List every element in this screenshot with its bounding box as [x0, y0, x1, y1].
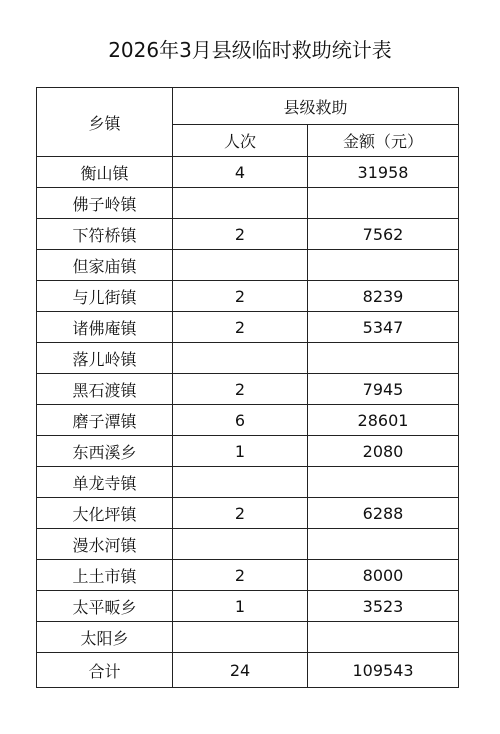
- cell-amount: 3523: [308, 591, 459, 622]
- cell-town: 但家庙镇: [37, 250, 173, 281]
- cell-amount: [308, 529, 459, 560]
- cell-count: 2: [173, 219, 308, 250]
- cell-town: 佛子岭镇: [37, 188, 173, 219]
- table-row: [37, 312, 459, 343]
- cell-count: 2: [173, 498, 308, 529]
- cell-count: 1: [173, 436, 308, 467]
- cell-count: 2: [173, 560, 308, 591]
- document-title: 2026年3月县级临时救助统计表: [108, 38, 392, 62]
- cell-count: 2: [173, 281, 308, 312]
- table-row: [37, 219, 459, 250]
- table-row: [37, 529, 459, 560]
- total-count: 24: [173, 653, 308, 688]
- table-row: [37, 436, 459, 467]
- cell-town: 东西溪乡: [37, 436, 173, 467]
- cell-town: 落儿岭镇: [37, 343, 173, 374]
- cell-town: 单龙寺镇: [37, 467, 173, 498]
- cell-count: 6: [173, 405, 308, 436]
- table-row: [37, 498, 459, 529]
- cell-count: [173, 250, 308, 281]
- table-row: [37, 560, 459, 591]
- cell-amount: 7562: [308, 219, 459, 250]
- cell-count: 2: [173, 312, 308, 343]
- cell-town: 太阳乡: [37, 622, 173, 653]
- cell-town: 诸佛庵镇: [37, 312, 173, 343]
- cell-count: 2: [173, 374, 308, 405]
- cell-town: 下符桥镇: [37, 219, 173, 250]
- cell-town: 磨子潭镇: [37, 405, 173, 436]
- cell-amount: [308, 467, 459, 498]
- cell-amount: [308, 188, 459, 219]
- cell-town: 衡山镇: [37, 157, 173, 188]
- cell-amount: 6288: [308, 498, 459, 529]
- total-amount: 109543: [308, 653, 459, 688]
- cell-town: 黑石渡镇: [37, 374, 173, 405]
- cell-town: 与儿街镇: [37, 281, 173, 312]
- cell-amount: 31958: [308, 157, 459, 188]
- table-row: [37, 467, 459, 498]
- cell-town: 上土市镇: [37, 560, 173, 591]
- total-label: 合计: [37, 653, 173, 688]
- cell-town: 太平畈乡: [37, 591, 173, 622]
- table-row: [37, 157, 459, 188]
- table-row: [37, 622, 459, 653]
- header-count: 人次: [173, 125, 308, 157]
- table-body: [37, 157, 459, 653]
- table-row: [37, 591, 459, 622]
- cell-count: [173, 343, 308, 374]
- cell-count: [173, 529, 308, 560]
- cell-amount: [308, 622, 459, 653]
- table-row: [37, 250, 459, 281]
- table-row: [37, 405, 459, 436]
- table-row: [37, 188, 459, 219]
- cell-count: [173, 188, 308, 219]
- table-row: [37, 343, 459, 374]
- cell-count: [173, 622, 308, 653]
- cell-count: 4: [173, 157, 308, 188]
- cell-count: [173, 467, 308, 498]
- cell-town: 漫水河镇: [37, 529, 173, 560]
- relief-statistics-table: [36, 87, 459, 688]
- cell-amount: [308, 250, 459, 281]
- cell-amount: 8239: [308, 281, 459, 312]
- header-amount: 金额（元）: [308, 125, 459, 157]
- total-row: [37, 653, 459, 688]
- cell-amount: 8000: [308, 560, 459, 591]
- cell-amount: 7945: [308, 374, 459, 405]
- table-row: [37, 281, 459, 312]
- header-county-relief: 县级救助: [173, 88, 459, 125]
- cell-amount: 2080: [308, 436, 459, 467]
- table-row: [37, 374, 459, 405]
- cell-count: 1: [173, 591, 308, 622]
- cell-town: 大化坪镇: [37, 498, 173, 529]
- cell-amount: [308, 343, 459, 374]
- cell-amount: 28601: [308, 405, 459, 436]
- cell-amount: 5347: [308, 312, 459, 343]
- header-town: 乡镇: [37, 88, 173, 157]
